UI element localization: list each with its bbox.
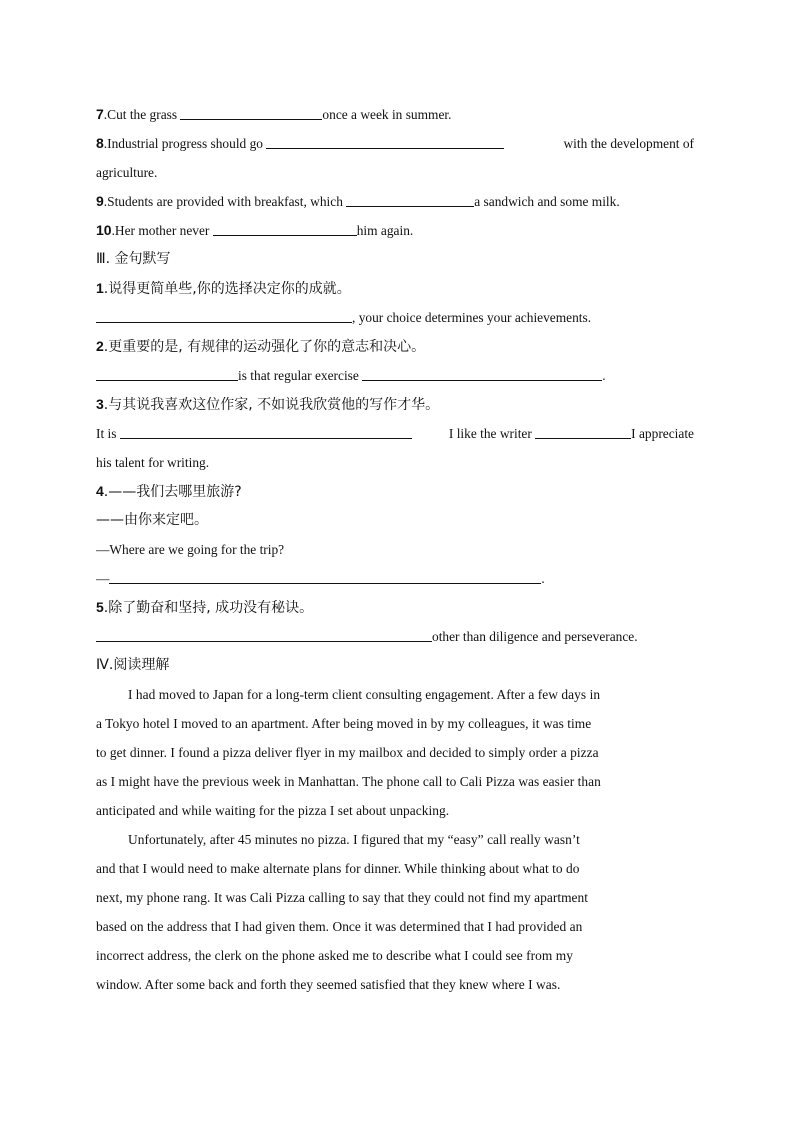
exercise-item-8-continuation: agriculture.: [96, 165, 158, 180]
item-text-left: [96, 129, 504, 158]
reading-line: and that I would need to make alternate plans for dinner. While thinking about what to do: [96, 861, 580, 876]
sentence-4-english-question: —Where are we going for the trip?: [96, 542, 285, 557]
answer-blank[interactable]: [120, 424, 412, 439]
item-number: 7: [96, 106, 104, 122]
english-text: , your choice determines your achievements.: [352, 310, 592, 325]
reading-line: window. After some back and forth they seemed satisfied that they knew where I was.: [96, 977, 561, 992]
reading-line: based on the address that I had given them. Once it was determined that I had provided an: [96, 919, 583, 934]
sentence-4-english-answer: [96, 564, 694, 593]
english-text: I appreciate: [631, 426, 694, 441]
reading-line: next, my phone rang. It was Cali Pizza calling to say that they could not find my apartment: [96, 890, 589, 905]
english-text: .: [602, 368, 606, 383]
item-number: 3: [96, 396, 104, 412]
reading-line: to get dinner. I found a pizza deliver flyer in my mailbox and decided to simply order a pizza: [96, 745, 599, 760]
item-text: with the development of: [563, 136, 694, 151]
reading-paragraph-1: [96, 680, 694, 825]
english-text: I like the writer: [448, 426, 536, 441]
answer-blank[interactable]: [346, 192, 474, 207]
english-text: .: [541, 571, 545, 586]
reading-paragraph-2: [96, 825, 694, 999]
item-text: a sandwich and some milk.: [474, 194, 620, 209]
chinese-prompt: .除了勤奋和坚持, 成功没有秘诀。: [103, 600, 314, 616]
sentence-5-chinese: [96, 593, 694, 622]
sentence-1-chinese: [96, 274, 694, 303]
sentence-3-english: [96, 419, 694, 448]
worksheet-page: [96, 100, 694, 999]
english-text-mid: [449, 419, 694, 448]
chinese-prompt: .说得更简单些,你的选择决定你的成就。: [103, 281, 351, 297]
item-text: once a week in summer.: [322, 107, 452, 122]
sentence-4-chinese-question: [96, 477, 694, 506]
english-text: It is: [96, 426, 120, 441]
answer-blank[interactable]: [362, 366, 602, 381]
reading-line: a Tokyo hotel I moved to an apartment. After being moved in by my colleagues, it was time: [96, 716, 592, 731]
sentence-3-chinese: [96, 390, 694, 419]
sentence-5-english: [96, 622, 694, 651]
english-text: —: [96, 571, 110, 586]
sentence-3-english-continuation: his talent for writing.: [96, 455, 210, 470]
exercise-item-10: [96, 216, 694, 245]
sentence-4-chinese-answer: ——由你来定吧。: [96, 512, 208, 528]
section-4-title: Ⅳ.阅读理解: [96, 657, 170, 673]
sentence-2-chinese: [96, 332, 694, 361]
answer-blank[interactable]: [266, 134, 504, 149]
item-number: 10: [96, 222, 112, 238]
exercise-item-9: [96, 187, 694, 216]
answer-blank[interactable]: [213, 221, 357, 236]
item-number: 8: [96, 135, 104, 151]
item-number: 1: [96, 280, 104, 296]
chinese-prompt: .与其说我喜欢这位作家, 不如说我欣赏他的写作才华。: [103, 397, 440, 413]
answer-blank[interactable]: [180, 105, 322, 120]
chinese-prompt: .——我们去哪里旅游?: [103, 484, 242, 500]
reading-line: I had moved to Japan for a long-term client consulting engagement. After a few days in: [128, 687, 601, 702]
sentence-2-english: [96, 361, 694, 390]
answer-blank[interactable]: [96, 627, 432, 642]
section-3-title: Ⅲ. 金句默写: [96, 251, 171, 267]
item-text: .Students are provided with breakfast, which: [103, 194, 347, 209]
item-text: .Her mother never: [111, 223, 213, 238]
english-text: is that regular exercise: [238, 368, 363, 383]
answer-blank[interactable]: [96, 366, 238, 381]
sentence-1-english: [96, 303, 694, 332]
english-text-left: [96, 419, 412, 448]
chinese-prompt: .更重要的是, 有规律的运动强化了你的意志和决心。: [103, 339, 426, 355]
reading-line: Unfortunately, after 45 minutes no pizza. I figured that my “easy” call really wasn’t: [128, 832, 580, 847]
reading-line: as I might have the previous week in Manhattan. The phone call to Cali Pizza was easier than: [96, 774, 601, 789]
item-text: .Industrial progress should go: [103, 136, 267, 151]
answer-blank[interactable]: [109, 569, 541, 584]
item-number: 5: [96, 599, 104, 615]
exercise-item-7: [96, 100, 694, 129]
exercise-item-8: [96, 129, 694, 158]
reading-line: anticipated and while waiting for the pizza I set about unpacking.: [96, 803, 450, 818]
reading-line: incorrect address, the clerk on the phone asked me to describe what I could see from my: [96, 948, 573, 963]
item-number: 2: [96, 338, 104, 354]
english-text: other than diligence and perseverance.: [432, 629, 638, 644]
item-text: .Cut the grass: [103, 107, 181, 122]
answer-blank[interactable]: [535, 424, 631, 439]
answer-blank[interactable]: [96, 308, 352, 323]
item-number: 4: [96, 483, 104, 499]
item-number: 9: [96, 193, 104, 209]
item-text: him again.: [356, 223, 414, 238]
